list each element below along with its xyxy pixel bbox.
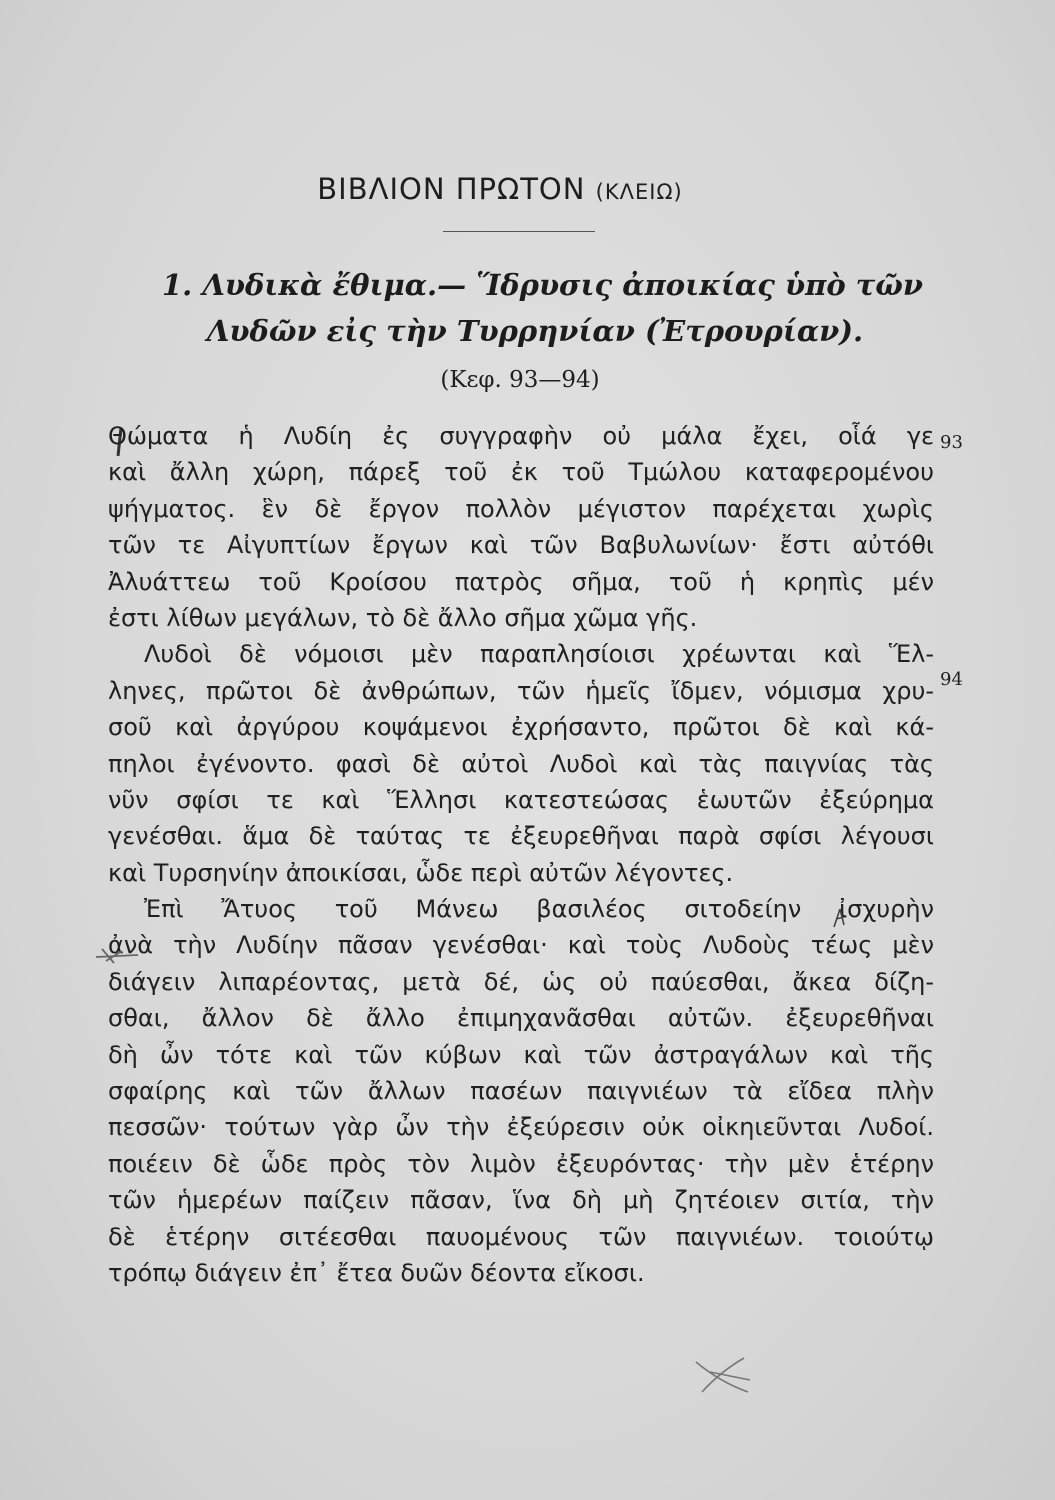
text-line: πηλοι ἐγένοντο. φασὶ δὲ αὐτοὶ Λυδοὶ καὶ τὰς παιγνίας τὰς [108,749,934,778]
text-line: σθαι, ἄλλον δὲ ἄλλο ἐπιμηχανᾶσθαι αὐτῶν. ἐξευρεθῆναι [108,1004,934,1033]
pencil-strike-icon [92,943,142,967]
chapter-reference: (Κεφ. 93—94) [440,367,600,393]
text-line: ποιέειν δὲ ὧδε πρὸς τὸν λιμὸν ἐξευρόντας· τὴν μὲν ἑτέρην [108,1149,934,1178]
text-line: τρόπῳ διάγειν ἐπ᾽ ἔτεα δυῶν δέοντα εἴκοσι. [108,1258,645,1287]
text-line: Λυδοὶ δὲ νόμοισι μὲν παραπλησίοισι χρέωνται καὶ Ἕλ- [144,640,934,669]
text-line: πεσσῶν· τούτων γὰρ ὦν τὴν ἐξεύρεσιν οὐκ οἰκηιεῦνται Λυδοί. [108,1113,934,1142]
book-title-sub: (ΚΛΕΙΩ) [595,180,683,204]
text-line: καὶ Τυρσηνίην ἀποικίσαι, ὧδε περὶ αὐτῶν λέγοντες. [108,858,734,887]
text-line: Θώματα ἡ Λυδίη ἐς συγγραφὴν οὐ μάλα ἔχει, οἷά γε [108,422,934,450]
margin-number-93: 93 [940,432,963,453]
text-line: δὴ ὦν τότε καὶ τῶν κύβων καὶ τῶν ἀστραγάλων καὶ τῆς [108,1040,934,1069]
pencil-cross-icon [690,1352,760,1398]
chapter-heading-line-2: Λυδῶν εἰς τὴν Τυρρηνίαν (Ἐτρουρίαν). [206,314,864,348]
text-line: διάγειν λιπαρέοντας, μετὰ δέ, ὡς οὐ παύεσθαι, ἄκεα δίζη- [108,967,934,996]
text-line: Ἀλυάττεω τοῦ Κροίσου πατρὸς σῆμα, τοῦ ἡ κρηπὶς μέν [108,567,934,596]
book-title [0,172,1000,206]
text-line: τῶν ἡμερέων παίζειν πᾶσαν, ἵνα δὴ μὴ ζητέοιεν σιτία, τὴν [108,1186,934,1215]
text-line: σοῦ καὶ ἀργύρου κοψάμενοι ἐχρήσαντο, πρῶτοι δὲ καὶ κά- [108,713,934,742]
text-line: ἐστι λίθων μεγάλων, τὸ δὲ ἄλλο σῆμα χῶμα γῆς. [108,603,698,632]
chapter-heading-line-1: 1. Λυδικὰ ἔθιμα.— Ἵδρυσις ἀποικίας ὑπὸ τῶν [161,268,924,302]
text-line: σφαίρης καὶ τῶν ἄλλων πασέων παιγνιέων τὰ εἴδεα πλὴν [108,1077,934,1106]
text-line: τῶν τε Αἰγυπτίων ἔργων καὶ τῶν Βαβυλωνίων· ἔστι αὐτόθι [108,531,934,560]
text-line: γενέσθαι. ἅμα δὲ ταύτας τε ἐξευρεθῆναι παρὰ σφίσι λέγουσι [108,822,934,851]
text-line: Ἐπὶ Ἄτυος τοῦ Μάνεω βασιλέος σιτοδείην ἰσχυρὴν [144,895,934,924]
text-line: ἀνὰ τὴν Λυδίην πᾶσαν γενέσθαι· καὶ τοὺς Λυδοὺς τέως μὲν [108,931,934,960]
chapter-heading [0,262,1055,354]
text-line: νῦν σφίσι τε καὶ Ἕλλησι κατεστεώσας ἑωυτῶν ἐξεύρημα [108,785,934,814]
margin-number-94: 94 [940,669,963,690]
text-line: ψήγματος. ἓν δὲ ἔργον πολλὸν μέγιστον παρέχεται χωρὶς [108,494,934,523]
text-line: δὲ ἑτέρην σιτέεσθαι παυομένους τῶν παιγνιέων. τοιούτῳ [108,1222,934,1251]
body-text [108,418,934,1291]
pencil-mark-icon [830,905,850,931]
text-line: καὶ ἄλλη χώρη, πάρεξ τοῦ ἐκ τοῦ Τμώλου καταφερομένου [108,458,934,487]
book-title-main: ΒΙΒΛΙΟΝ ΠΡΩΤΟΝ [317,172,586,206]
title-divider [443,231,595,232]
text-line: ληνες, πρῶτοι δὲ ἀνθρώπων, τῶν ἡμεῖς ἴδμεν, νόμισμα χρυ- [108,676,934,705]
